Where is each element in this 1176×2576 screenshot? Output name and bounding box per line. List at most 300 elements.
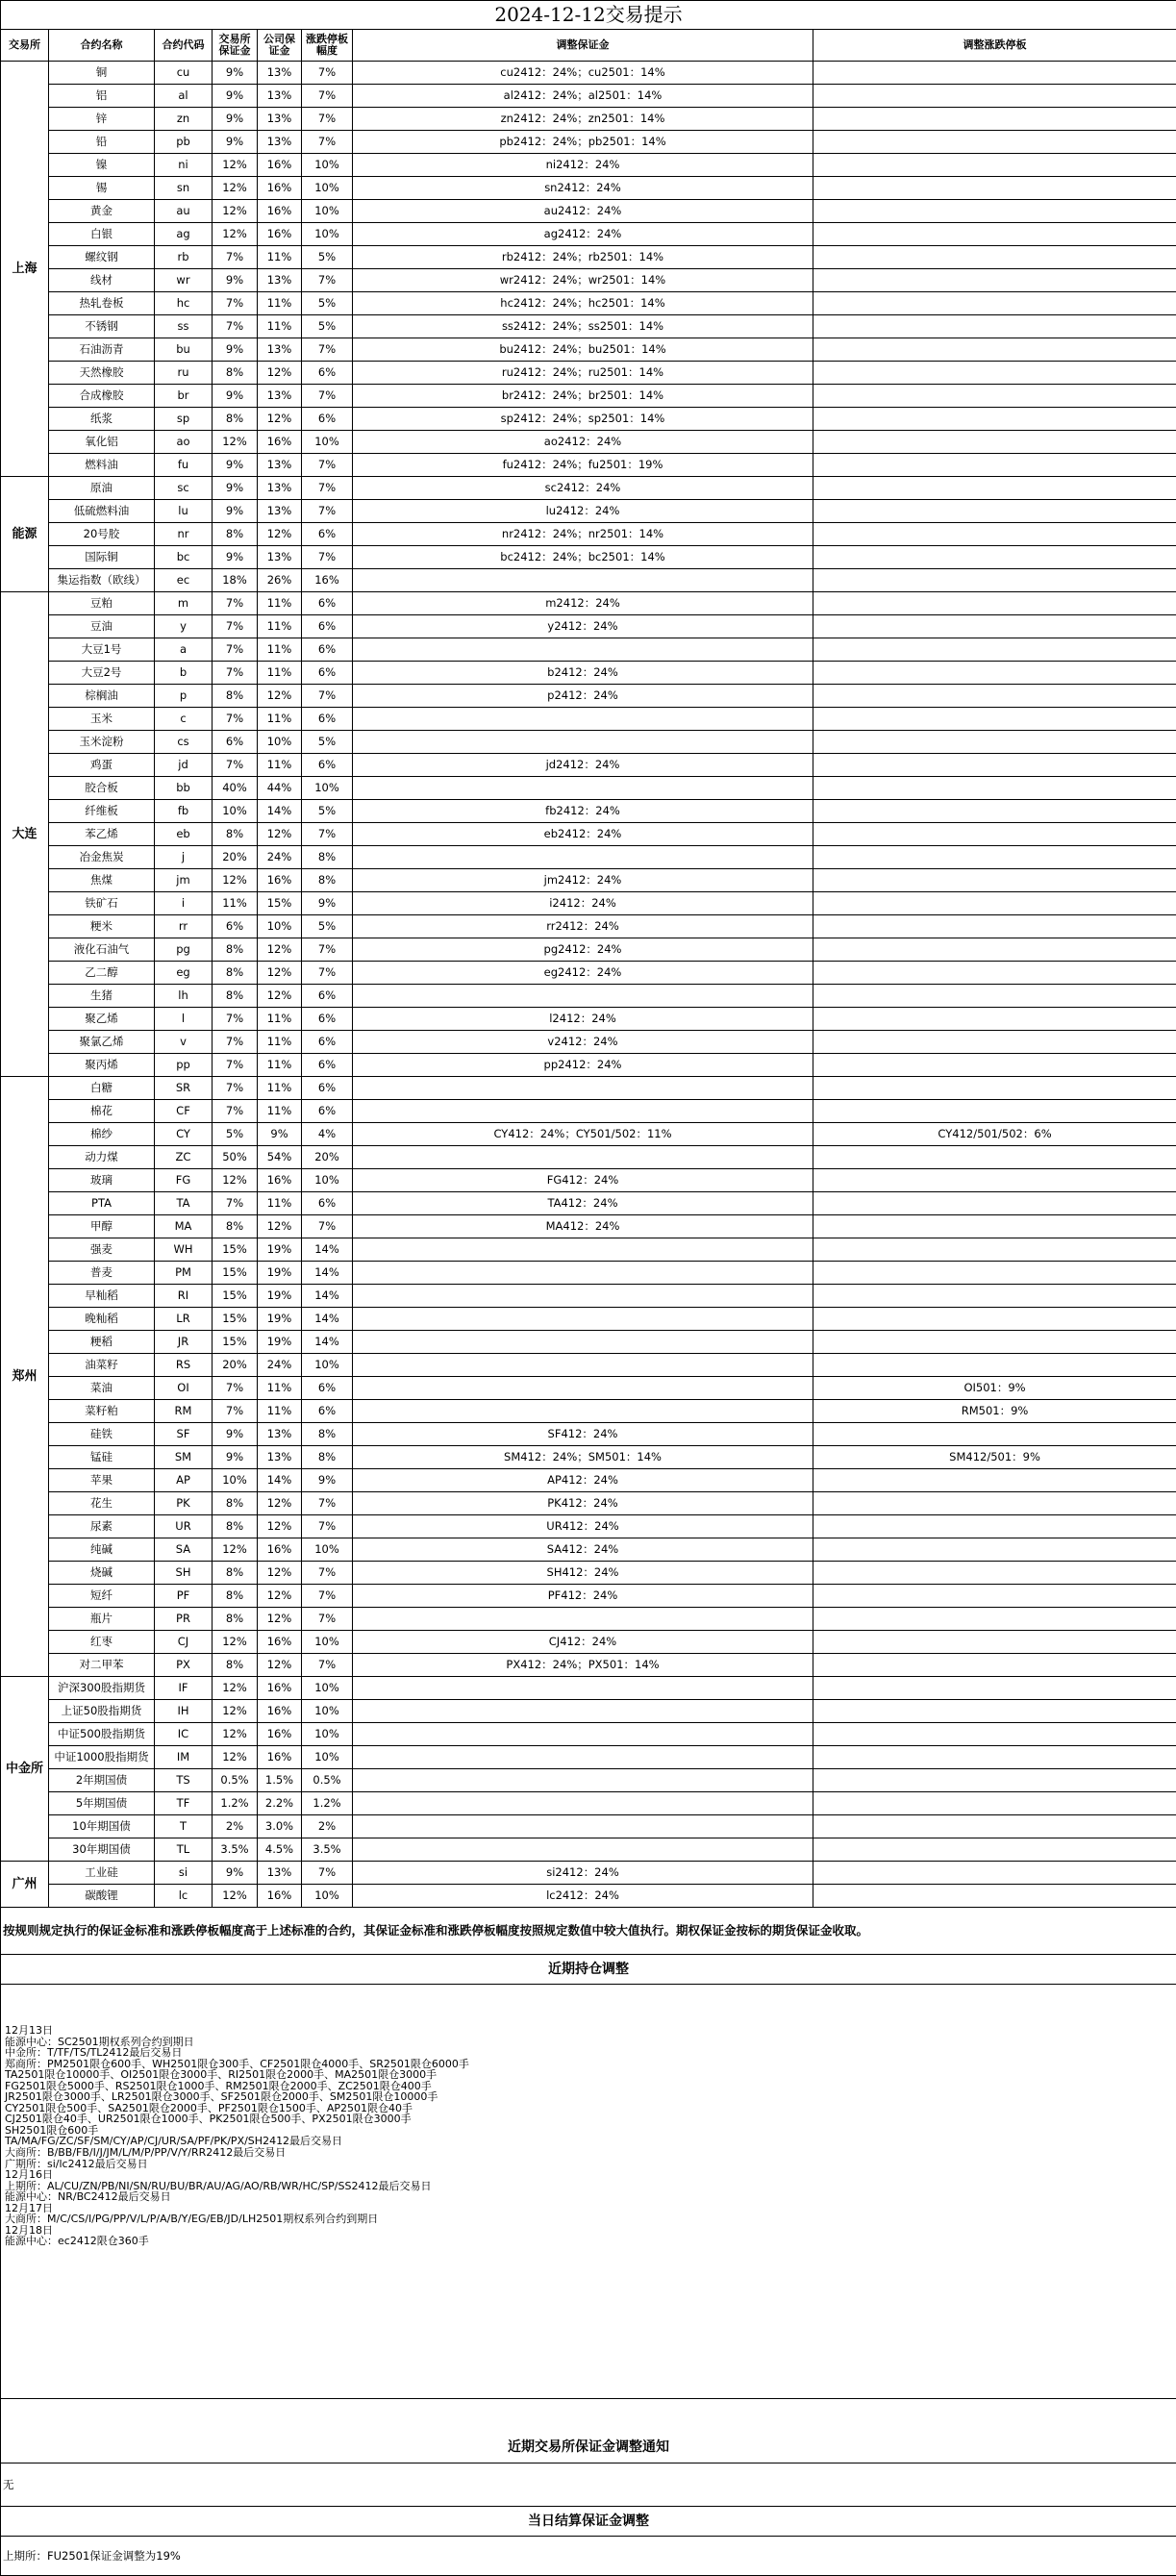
company-margin-cell: 19% (258, 1238, 302, 1262)
exchange-margin-cell: 11% (213, 892, 258, 915)
table-row (1, 985, 1176, 1008)
contract-name-cell: 短纤 (49, 1585, 155, 1608)
contract-name-cell: 石油沥青 (49, 338, 155, 362)
adjust-limit-cell (813, 1723, 1176, 1746)
exchange-margin-cell: 12% (213, 1723, 258, 1746)
exchange-margin-cell: 9% (213, 85, 258, 108)
limit-range-cell: 10% (302, 1723, 353, 1746)
company-margin-cell: 16% (258, 1885, 302, 1908)
limit-range-cell: 10% (302, 1700, 353, 1723)
company-margin-cell: 11% (258, 754, 302, 777)
adjust-limit-cell (813, 1562, 1176, 1585)
company-margin-cell: 12% (258, 362, 302, 385)
table-row (1, 431, 1176, 454)
contract-code-cell: CF (155, 1100, 213, 1123)
table-row (1, 1215, 1176, 1238)
contract-code-cell: RM (155, 1400, 213, 1423)
page-title: 2024-12-12交易提示 (1, 1, 1176, 30)
exchange-margin-cell: 7% (213, 662, 258, 685)
contract-name-cell: 碳酸锂 (49, 1885, 155, 1908)
contract-name-cell: 30年期国债 (49, 1838, 155, 1862)
table-row (1, 1285, 1176, 1308)
contract-code-cell: bb (155, 777, 213, 800)
company-margin-cell: 13% (258, 500, 302, 523)
table-row (1, 1377, 1176, 1400)
contract-name-cell: 锡 (49, 177, 155, 200)
adjust-margin-cell: FG412：24% (353, 1169, 813, 1192)
exchange-margin-cell: 8% (213, 523, 258, 546)
limit-range-cell: 6% (302, 638, 353, 662)
adjust-limit-cell (813, 915, 1176, 938)
exchange-cell: 能源 (1, 477, 49, 592)
adjust-margin-cell: fb2412：24% (353, 800, 813, 823)
adjust-limit-cell (813, 1838, 1176, 1862)
adjust-limit-cell: CY412/501/502：6% (813, 1123, 1176, 1146)
contract-name-cell: 原油 (49, 477, 155, 500)
position-section-title: 近期持仓调整 (1, 1955, 1176, 1985)
adjust-limit-cell (813, 1031, 1176, 1054)
contract-code-cell: bu (155, 338, 213, 362)
limit-range-cell: 10% (302, 1169, 353, 1192)
contract-code-cell: j (155, 846, 213, 869)
exchange-cell: 大连 (1, 592, 49, 1077)
adjust-limit-cell (813, 1792, 1176, 1815)
contract-code-cell: IC (155, 1723, 213, 1746)
table-row (1, 177, 1176, 200)
contract-code-cell: TF (155, 1792, 213, 1815)
contract-name-cell: 菜籽粕 (49, 1400, 155, 1423)
contract-name-cell: 生猪 (49, 985, 155, 1008)
contract-name-cell: 豆粕 (49, 592, 155, 615)
exchange-margin-cell: 12% (213, 1885, 258, 1908)
position-log-line: 郑商所：PM2501限仓600手、WH2501限仓300手、CF2501限仓4000手、SR2501限仓6000手 (5, 2059, 1172, 2070)
adjust-margin-cell (353, 777, 813, 800)
company-margin-cell: 16% (258, 1677, 302, 1700)
table-row (1, 1862, 1176, 1885)
contract-code-cell: cs (155, 731, 213, 754)
exchange-margin-cell: 12% (213, 431, 258, 454)
company-margin-cell: 13% (258, 108, 302, 131)
exchange-margin-cell: 9% (213, 1862, 258, 1885)
limit-range-cell: 5% (302, 800, 353, 823)
header-contract-code: 合约代码 (155, 30, 213, 62)
table-row (1, 569, 1176, 592)
contract-code-cell: RS (155, 1354, 213, 1377)
limit-range-cell: 16% (302, 569, 353, 592)
contract-code-cell: jm (155, 869, 213, 892)
adjust-margin-cell: UR412：24% (353, 1515, 813, 1538)
company-margin-cell: 13% (258, 1446, 302, 1469)
contract-name-cell: 上证50股指期货 (49, 1700, 155, 1723)
limit-range-cell: 14% (302, 1308, 353, 1331)
adjust-limit-cell (813, 800, 1176, 823)
settlement-content: 上期所：FU2501保证金调整为19% (1, 2537, 1176, 2576)
exchange-margin-cell: 7% (213, 1192, 258, 1215)
contract-name-cell: 红枣 (49, 1631, 155, 1654)
table-row (1, 1146, 1176, 1169)
position-log-line: 中金所：T/TF/TS/TL2412最后交易日 (5, 2047, 1172, 2059)
exchange-margin-cell: 9% (213, 131, 258, 154)
adjust-limit-cell (813, 1192, 1176, 1215)
adjust-limit-cell (813, 362, 1176, 385)
adjust-limit-cell (813, 177, 1176, 200)
exchange-margin-cell: 8% (213, 1562, 258, 1585)
company-margin-cell: 16% (258, 1746, 302, 1769)
exchange-margin-cell: 3.5% (213, 1838, 258, 1862)
position-log-line: JR2501限仓3000手、LR2501限仓3000手、SF2501限仓2000手、SM2501限仓10000手 (5, 2091, 1172, 2103)
limit-range-cell: 7% (302, 454, 353, 477)
table-row (1, 546, 1176, 569)
contract-code-cell: sc (155, 477, 213, 500)
contract-code-cell: JR (155, 1331, 213, 1354)
limit-range-cell: 7% (302, 1562, 353, 1585)
contract-code-cell: y (155, 615, 213, 638)
adjust-limit-cell (813, 892, 1176, 915)
limit-range-cell: 7% (302, 962, 353, 985)
contract-name-cell: 粳米 (49, 915, 155, 938)
contract-name-cell: 铅 (49, 131, 155, 154)
contract-code-cell: pp (155, 1054, 213, 1077)
adjust-limit-cell (813, 500, 1176, 523)
company-margin-cell: 13% (258, 85, 302, 108)
table-row (1, 915, 1176, 938)
contract-name-cell: 花生 (49, 1492, 155, 1515)
contract-code-cell: l (155, 1008, 213, 1031)
adjust-margin-cell: pb2412：24%；pb2501：14% (353, 131, 813, 154)
header-row (1, 30, 1176, 62)
table-row (1, 892, 1176, 915)
contract-code-cell: ag (155, 223, 213, 246)
limit-range-cell: 6% (302, 1100, 353, 1123)
table-row (1, 1538, 1176, 1562)
limit-range-cell: 10% (302, 1538, 353, 1562)
table-row (1, 1008, 1176, 1031)
contract-code-cell: CJ (155, 1631, 213, 1654)
adjust-margin-cell: TA412：24% (353, 1192, 813, 1215)
contract-code-cell: IM (155, 1746, 213, 1769)
contract-name-cell: 硅铁 (49, 1423, 155, 1446)
adjust-margin-cell (353, 638, 813, 662)
table-row (1, 1631, 1176, 1654)
limit-range-cell: 6% (302, 362, 353, 385)
company-margin-cell: 12% (258, 408, 302, 431)
contract-code-cell: TL (155, 1838, 213, 1862)
table-row (1, 1192, 1176, 1215)
limit-range-cell: 8% (302, 846, 353, 869)
table-row (1, 1400, 1176, 1423)
contract-code-cell: wr (155, 269, 213, 292)
exchange-margin-cell: 9% (213, 1423, 258, 1446)
contract-name-cell: 纯碱 (49, 1538, 155, 1562)
table-body (1, 1, 1176, 2576)
table-row (1, 938, 1176, 962)
adjust-margin-cell: sc2412：24% (353, 477, 813, 500)
rules-note-row (1, 1908, 1176, 1955)
contract-name-cell: 纸浆 (49, 408, 155, 431)
contract-name-cell: 螺纹钢 (49, 246, 155, 269)
limit-range-cell: 7% (302, 1492, 353, 1515)
contract-name-cell: 工业硅 (49, 1862, 155, 1885)
adjust-limit-cell (813, 338, 1176, 362)
exchange-cell: 郑州 (1, 1077, 49, 1677)
header-limit: 涨跌停板幅度 (302, 30, 353, 62)
limit-range-cell: 7% (302, 1654, 353, 1677)
exchange-margin-cell: 12% (213, 1700, 258, 1723)
company-margin-cell: 24% (258, 1354, 302, 1377)
position-log-line: 上期所：AL/CU/ZN/PB/NI/SN/RU/BU/BR/AU/AG/AO/RB/WR/HC/SP/SS2412最后交易日 (5, 2181, 1172, 2192)
table-row (1, 708, 1176, 731)
exchange-margin-cell: 9% (213, 477, 258, 500)
adjust-limit-cell (813, 777, 1176, 800)
contract-code-cell: si (155, 1862, 213, 1885)
adjust-margin-cell: PX412：24%；PX501：14% (353, 1654, 813, 1677)
table-row (1, 1654, 1176, 1677)
adjust-margin-cell: CJ412：24% (353, 1631, 813, 1654)
exchange-margin-cell: 8% (213, 1492, 258, 1515)
contract-name-cell: 冶金焦炭 (49, 846, 155, 869)
adjust-margin-cell: eb2412：24% (353, 823, 813, 846)
position-log-line: 12月13日 (5, 2025, 1172, 2037)
limit-range-cell: 9% (302, 892, 353, 915)
company-margin-cell: 16% (258, 1700, 302, 1723)
adjust-margin-cell: SF412：24% (353, 1423, 813, 1446)
company-margin-cell: 13% (258, 546, 302, 569)
exchange-margin-cell: 8% (213, 1515, 258, 1538)
adjust-limit-cell (813, 846, 1176, 869)
contract-code-cell: SR (155, 1077, 213, 1100)
adjust-limit-cell (813, 1515, 1176, 1538)
exchange-margin-cell: 7% (213, 246, 258, 269)
exchange-margin-cell: 7% (213, 708, 258, 731)
position-log-line: 大商所：B/BB/FB/I/J/JM/L/M/P/PP/V/Y/RR2412最后交易日 (5, 2147, 1172, 2159)
adjust-limit-cell (813, 1677, 1176, 1700)
contract-code-cell: IF (155, 1677, 213, 1700)
adjust-margin-cell (353, 1838, 813, 1862)
contract-code-cell: br (155, 385, 213, 408)
adjust-limit-cell (813, 754, 1176, 777)
contract-code-cell: i (155, 892, 213, 915)
exchange-margin-cell: 7% (213, 1031, 258, 1054)
company-margin-cell: 16% (258, 1631, 302, 1654)
exchange-margin-cell: 8% (213, 1654, 258, 1677)
table-row (1, 800, 1176, 823)
limit-range-cell: 5% (302, 315, 353, 338)
table-row (1, 754, 1176, 777)
contract-code-cell: pg (155, 938, 213, 962)
adjust-margin-cell: b2412：24% (353, 662, 813, 685)
table-row (1, 1885, 1176, 1908)
limit-range-cell: 4% (302, 1123, 353, 1146)
contract-name-cell: 2年期国债 (49, 1769, 155, 1792)
adjust-margin-cell (353, 1769, 813, 1792)
adjust-limit-cell (813, 431, 1176, 454)
adjust-margin-cell: rb2412：24%；rb2501：14% (353, 246, 813, 269)
table-row (1, 408, 1176, 431)
exchange-margin-cell: 9% (213, 500, 258, 523)
adjust-margin-cell: SH412：24% (353, 1562, 813, 1585)
contract-code-cell: PR (155, 1608, 213, 1631)
contract-code-cell: fb (155, 800, 213, 823)
contract-code-cell: PF (155, 1585, 213, 1608)
adjust-limit-cell (813, 1700, 1176, 1723)
contract-name-cell: 苯乙烯 (49, 823, 155, 846)
limit-range-cell: 7% (302, 338, 353, 362)
company-margin-cell: 9% (258, 1123, 302, 1146)
adjust-limit-cell (813, 108, 1176, 131)
table-row (1, 638, 1176, 662)
header-exchange: 交易所 (1, 30, 49, 62)
company-margin-cell: 13% (258, 338, 302, 362)
limit-range-cell: 14% (302, 1262, 353, 1285)
limit-range-cell: 6% (302, 523, 353, 546)
position-log-line: TA/MA/FG/ZC/SF/SM/CY/AP/CJ/UR/SA/PF/PK/PX/SH2412最后交易日 (5, 2136, 1172, 2147)
adjust-margin-cell: wr2412：24%；wr2501：14% (353, 269, 813, 292)
contract-name-cell: 早籼稻 (49, 1285, 155, 1308)
limit-range-cell: 7% (302, 546, 353, 569)
contract-code-cell: PX (155, 1654, 213, 1677)
adjust-margin-cell: ru2412：24%；ru2501：14% (353, 362, 813, 385)
company-margin-cell: 13% (258, 1862, 302, 1885)
table-row (1, 1769, 1176, 1792)
limit-range-cell: 7% (302, 1608, 353, 1631)
table-row (1, 962, 1176, 985)
limit-range-cell: 20% (302, 1146, 353, 1169)
exchange-margin-cell: 8% (213, 985, 258, 1008)
limit-range-cell: 7% (302, 1585, 353, 1608)
contract-code-cell: SH (155, 1562, 213, 1585)
contract-name-cell: 聚氯乙烯 (49, 1031, 155, 1054)
adjust-limit-cell (813, 1354, 1176, 1377)
company-margin-cell: 19% (258, 1308, 302, 1331)
company-margin-cell: 14% (258, 800, 302, 823)
company-margin-cell: 19% (258, 1262, 302, 1285)
adjust-margin-cell: sn2412：24% (353, 177, 813, 200)
exchange-margin-cell: 20% (213, 846, 258, 869)
position-log (1, 1985, 1176, 2399)
exchange-margin-cell: 6% (213, 731, 258, 754)
exchange-margin-cell: 7% (213, 1054, 258, 1077)
exchange-margin-cell: 9% (213, 62, 258, 85)
limit-range-cell: 14% (302, 1285, 353, 1308)
adjust-margin-cell: nr2412：24%；nr2501：14% (353, 523, 813, 546)
exchange-cell: 广州 (1, 1862, 49, 1908)
limit-range-cell: 14% (302, 1238, 353, 1262)
limit-range-cell: 7% (302, 131, 353, 154)
contract-code-cell: lu (155, 500, 213, 523)
adjust-margin-cell: si2412：24% (353, 1862, 813, 1885)
contract-name-cell: 聚乙烯 (49, 1008, 155, 1031)
margin-notice-content: 无 (1, 2463, 1176, 2507)
table-row (1, 615, 1176, 638)
table-row (1, 1100, 1176, 1123)
contract-name-cell: 油菜籽 (49, 1354, 155, 1377)
contract-name-cell: 线材 (49, 269, 155, 292)
contract-name-cell: 苹果 (49, 1469, 155, 1492)
position-log-line: TA2501限仓10000手、OI2501限仓3000手、RI2501限仓2000手、MA2501限仓3000手 (5, 2069, 1172, 2081)
exchange-margin-cell: 7% (213, 1377, 258, 1400)
table-row (1, 1492, 1176, 1515)
contract-name-cell: 中证1000股指期货 (49, 1746, 155, 1769)
contract-name-cell: 集运指数（欧线） (49, 569, 155, 592)
limit-range-cell: 10% (302, 1885, 353, 1908)
company-margin-cell: 12% (258, 685, 302, 708)
contract-code-cell: m (155, 592, 213, 615)
company-margin-cell: 11% (258, 615, 302, 638)
company-margin-cell: 12% (258, 1492, 302, 1515)
table-row (1, 1700, 1176, 1723)
limit-range-cell: 10% (302, 177, 353, 200)
exchange-margin-cell: 7% (213, 638, 258, 662)
company-margin-cell: 10% (258, 731, 302, 754)
contract-code-cell: RI (155, 1285, 213, 1308)
exchange-margin-cell: 15% (213, 1262, 258, 1285)
company-margin-cell: 15% (258, 892, 302, 915)
exchange-margin-cell: 7% (213, 292, 258, 315)
company-margin-cell: 16% (258, 200, 302, 223)
adjust-margin-cell (353, 1308, 813, 1331)
limit-range-cell: 1.2% (302, 1792, 353, 1815)
exchange-margin-cell: 8% (213, 408, 258, 431)
company-margin-cell: 12% (258, 523, 302, 546)
contract-code-cell: SF (155, 1423, 213, 1446)
contract-name-cell: 合成橡胶 (49, 385, 155, 408)
exchange-margin-cell: 12% (213, 1169, 258, 1192)
adjust-limit-cell (813, 615, 1176, 638)
table-row (1, 385, 1176, 408)
limit-range-cell: 10% (302, 1354, 353, 1377)
company-margin-cell: 16% (258, 869, 302, 892)
contract-code-cell: ni (155, 154, 213, 177)
adjust-limit-cell (813, 385, 1176, 408)
table-row (1, 592, 1176, 615)
adjust-margin-cell (353, 1238, 813, 1262)
adjust-margin-cell (353, 1677, 813, 1700)
adjust-margin-cell: au2412：24% (353, 200, 813, 223)
limit-range-cell: 6% (302, 1077, 353, 1100)
company-margin-cell: 11% (258, 292, 302, 315)
adjust-margin-cell: bc2412：24%；bc2501：14% (353, 546, 813, 569)
contract-code-cell: au (155, 200, 213, 223)
settlement-content-row (1, 2537, 1176, 2576)
contract-code-cell: SA (155, 1538, 213, 1562)
adjust-margin-cell: lc2412：24% (353, 1885, 813, 1908)
exchange-margin-cell: 8% (213, 685, 258, 708)
adjust-limit-cell (813, 1469, 1176, 1492)
contract-name-cell: 玉米 (49, 708, 155, 731)
header-contract-name: 合约名称 (49, 30, 155, 62)
exchange-margin-cell: 2% (213, 1815, 258, 1838)
limit-range-cell: 3.5% (302, 1838, 353, 1862)
adjust-limit-cell (813, 1746, 1176, 1769)
company-margin-cell: 13% (258, 454, 302, 477)
limit-range-cell: 6% (302, 1008, 353, 1031)
adjust-limit-cell (813, 1215, 1176, 1238)
exchange-margin-cell: 20% (213, 1354, 258, 1377)
company-margin-cell: 11% (258, 1054, 302, 1077)
exchange-margin-cell: 12% (213, 1746, 258, 1769)
adjust-limit-cell (813, 638, 1176, 662)
contract-name-cell: 白糖 (49, 1077, 155, 1100)
company-margin-cell: 13% (258, 131, 302, 154)
limit-range-cell: 6% (302, 708, 353, 731)
contract-name-cell: 鸡蛋 (49, 754, 155, 777)
limit-range-cell: 7% (302, 477, 353, 500)
limit-range-cell: 7% (302, 85, 353, 108)
exchange-margin-cell: 12% (213, 1538, 258, 1562)
adjust-limit-cell (813, 1608, 1176, 1631)
company-margin-cell: 13% (258, 1423, 302, 1446)
adjust-limit-cell: SM412/501：9% (813, 1446, 1176, 1469)
